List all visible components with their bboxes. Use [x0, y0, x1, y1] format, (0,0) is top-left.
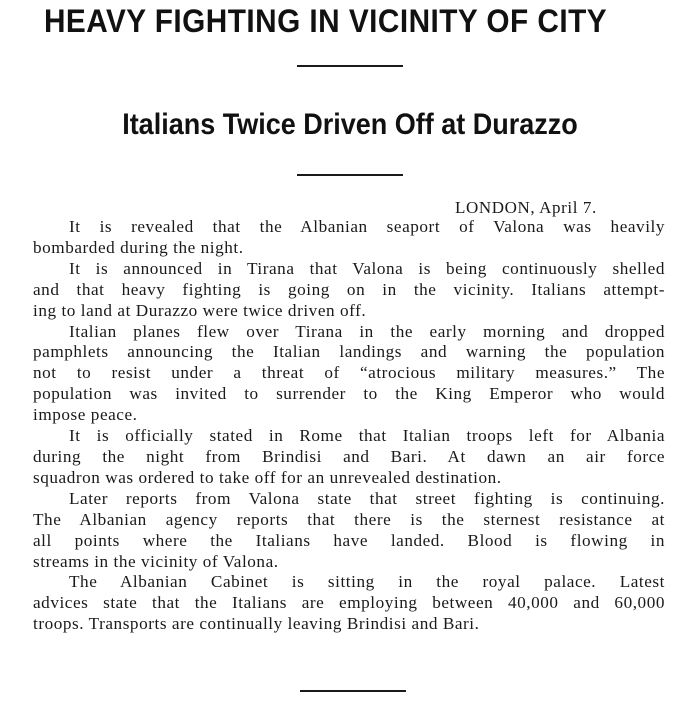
paragraph-line: The Albanian agency reports that there is the sternest resistance at [33, 509, 665, 529]
paragraph-line: during the night from Brindisi and Bari. At dawn an air force [33, 446, 665, 466]
subheadline: Italians Twice Driven Off at Durazzo [122, 108, 578, 141]
paragraph-2 [33, 259, 665, 322]
paragraph-line: and that heavy fighting is going on in the vicinity. Italians attempt- [33, 279, 665, 299]
paragraph-line: squadron was ordered to take off for an unrevealed destination. [33, 467, 502, 487]
paragraph-line: It is officially stated in Rome that Italian troops left for Albania [69, 426, 665, 446]
paragraph-line: bombarded during the night. [33, 237, 244, 257]
paragraph-line: Later reports from Valona state that street fighting is continuing. [69, 488, 665, 508]
paragraph-6 [33, 572, 665, 635]
paragraph-line: population was invited to surrender to the King Emperor who would [33, 384, 665, 404]
paragraph-line: advices state that the Italians are employing between 40,000 and 60,000 [33, 593, 665, 613]
paragraph-1 [33, 217, 665, 259]
paragraph-5 [33, 489, 665, 573]
paragraph-line: The Albanian Cabinet is sitting in the royal palace. Latest [69, 572, 665, 592]
divider-rule-top [297, 65, 403, 67]
paragraph-line: streams in the vicinity of Valona. [33, 551, 279, 571]
paragraph-line: not to resist under a threat of “atrocious military measures.” The [33, 363, 665, 383]
paragraph-line: all points where the Italians have landed. Blood is flowing in [33, 530, 665, 550]
paragraph-line: It is announced in Tirana that Valona is being continuously shelled [69, 258, 665, 278]
paragraph-line: impose peace. [33, 405, 138, 425]
paragraph-line: It is revealed that the Albanian seaport of Valona was heavily [69, 217, 665, 236]
divider-rule-middle [297, 174, 403, 176]
paragraph-line: pamphlets announcing the Italian landings and warning the population [33, 342, 665, 362]
dateline: LONDON, April 7. [455, 198, 597, 217]
paragraph-4 [33, 426, 665, 489]
divider-rule-bottom [300, 690, 406, 692]
headline: HEAVY FIGHTING IN VICINITY OF CITY [43, 3, 608, 39]
paragraph-line: Italian planes flew over Tirana in the early morning and dropped [69, 321, 665, 341]
article-body [33, 217, 665, 635]
paragraph-3 [33, 322, 665, 427]
paragraph-line: ing to land at Durazzo were twice driven off. [33, 300, 367, 320]
paragraph-line: troops. Transports are continually leaving Brindisi and Bari. [33, 614, 480, 634]
